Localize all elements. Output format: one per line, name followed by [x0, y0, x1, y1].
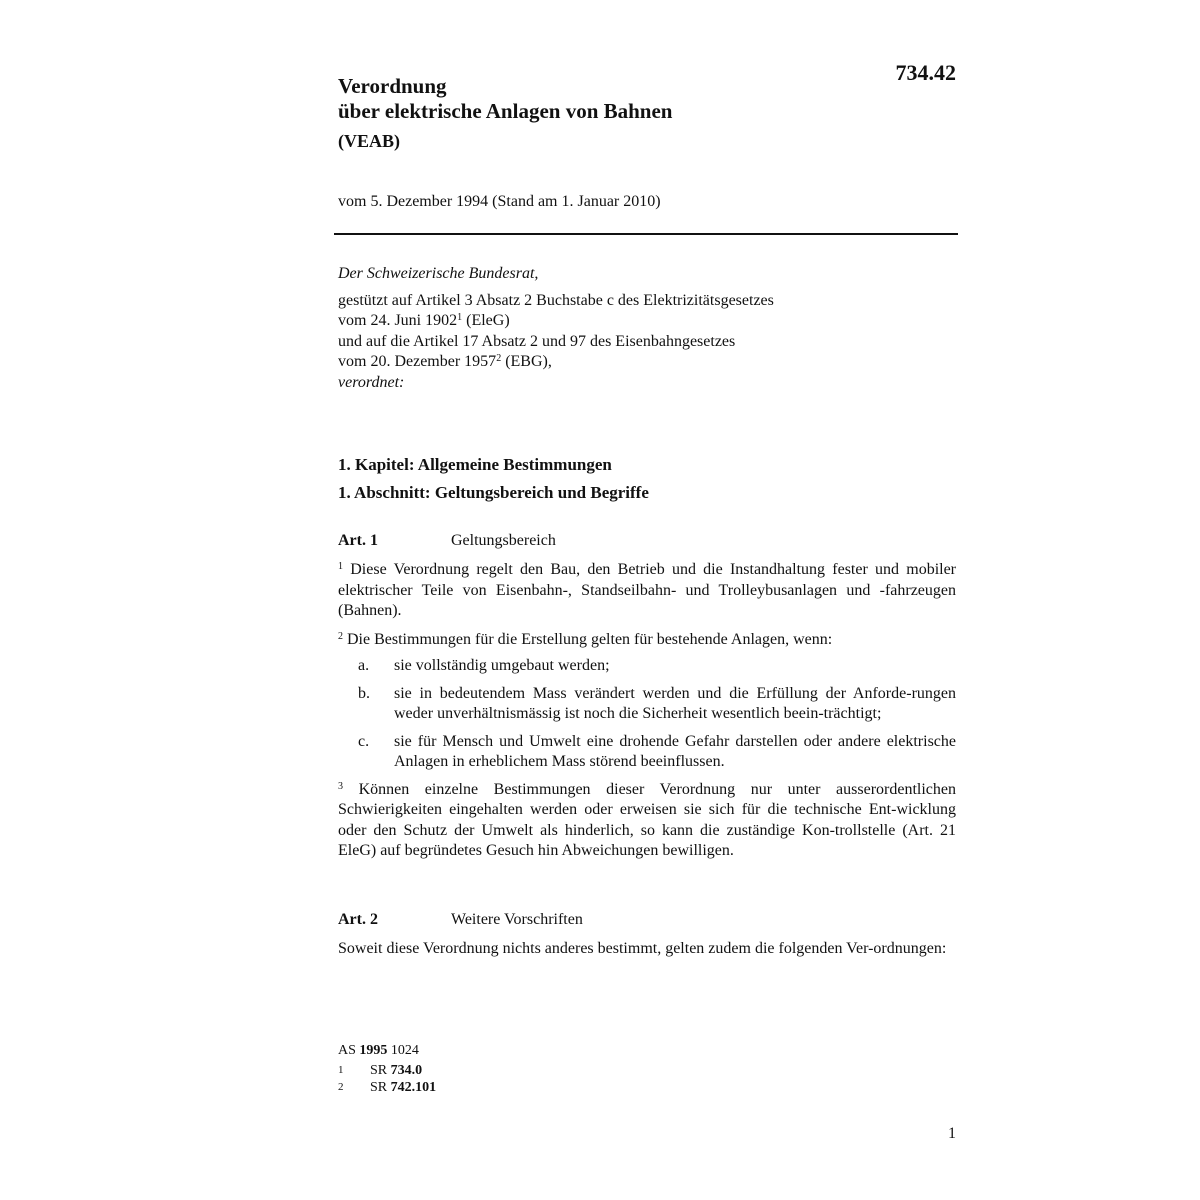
document-date: vom 5. Dezember 1994 (Stand am 1. Januar 2010) — [338, 193, 661, 210]
paragraph-number: 3 — [338, 780, 343, 792]
footnote-prefix: SR — [370, 1080, 391, 1095]
sr-number: 734.42 — [895, 60, 956, 85]
footnote-sr-link[interactable]: 734.0 — [390, 1063, 423, 1078]
article-2-number: Art. 2 — [338, 911, 378, 928]
footnote-text — [370, 1063, 422, 1079]
article-1-heading — [338, 532, 958, 550]
preamble-basis-2b-text: vom 20. Dezember 1957 — [338, 353, 497, 370]
title-line-2: über elektrische Anlagen von Bahnen — [338, 99, 673, 123]
article-2-heading — [338, 911, 958, 929]
preamble-basis-1b-end: (EleG) — [462, 312, 510, 329]
list-item-text: sie vollständig umgebaut werden; — [394, 657, 610, 674]
footnote-ref-1[interactable]: 1 — [457, 312, 463, 323]
list-item-text: sie in bedeutendem Mass verändert werden und die Erfüllung der Anforde-rungen weder unverhältnismässig ist noch die Sicherheit wesentlich beein-trächtigt; — [394, 684, 956, 722]
footnote-number: 2 — [338, 1081, 344, 1093]
title-abbreviation: (VEAB) — [338, 131, 400, 151]
footnote-sr-link[interactable]: 742.101 — [390, 1080, 437, 1095]
list-item-text: sie für Mensch und Umwelt eine drohende Gefahr darstellen oder andere elektrische Anlagen in erheblichem Mass störend beeinflussen. — [394, 732, 956, 770]
list-item-letter: a. — [358, 657, 370, 674]
article-1-paragraph-1 — [338, 560, 956, 622]
article-2-body — [338, 939, 956, 968]
section-heading: 1. Abschnitt: Geltungsbereich und Begriffe — [338, 483, 649, 502]
list-item-letter: c. — [358, 732, 370, 750]
preamble-authority: Der Schweizerische Bundesrat, — [338, 265, 539, 282]
paragraph-text: Die Bestimmungen für die Erstellung gelten für bestehende Anlagen, wenn: — [347, 630, 833, 648]
paragraph-number: 2 — [338, 630, 343, 642]
preamble-decree: verordnet: — [338, 373, 405, 391]
as-prefix: AS — [338, 1043, 360, 1058]
article-1-paragraph-3 — [338, 780, 956, 862]
article-1-body — [338, 560, 956, 870]
article-2-title: Weitere Vorschriften — [451, 911, 583, 928]
as-year: 1995 — [359, 1043, 388, 1058]
list-item-letter: b. — [358, 684, 370, 702]
preamble-basis-1b-text: vom 24. Juni 1902 — [338, 312, 458, 329]
paragraph-text: Können einzelne Bestimmungen dieser Verordnung nur unter ausserordentlichen Schwierigkeiten eingehalten werden oder erweisen sie sich für die technische Ent-wicklung oder den Schutz der Umwelt als hinderlich, so kann die zuständige Kon-trollstelle (Art. 21 EleG) auf begründetes Gesuch hin Abweichungen bewilligen. — [338, 780, 957, 859]
as-page: 1024 — [387, 1043, 419, 1058]
preamble-basis-2b-end: (EBG), — [501, 353, 552, 370]
chapter-heading: 1. Kapitel: Allgemeine Bestimmungen — [338, 455, 612, 474]
official-compilation-ref — [338, 1043, 419, 1059]
article-1-paragraph-2 — [338, 630, 956, 651]
footnote-2 — [338, 1080, 436, 1096]
footnote-prefix: SR — [370, 1063, 391, 1078]
paragraph-text: Diese Verordnung regelt den Bau, den Betrieb und die Instandhaltung fester und mobiler elektrischer Teile von Eisenbahn-, Standseilbahn- und Trolleybusanlagen und -fahrzeugen (Bahnen). — [338, 561, 957, 619]
header-divider — [334, 233, 958, 235]
list-item-b — [338, 684, 956, 725]
footnote-ref-2[interactable]: 2 — [496, 353, 502, 364]
list-item-c — [338, 732, 956, 773]
preamble-basis-1b — [338, 311, 958, 332]
paragraph-number: 1 — [338, 561, 343, 572]
preamble-basis-1a: gestützt auf Artikel 3 Absatz 2 Buchstabe c des Elektrizitätsgesetzes — [338, 291, 774, 309]
article-1-number: Art. 1 — [338, 532, 378, 549]
footnote-1 — [338, 1063, 422, 1079]
title-line-1: Verordnung — [338, 74, 447, 98]
document-title — [338, 74, 672, 158]
footnote-number: 1 — [338, 1064, 344, 1076]
article-1-title: Geltungsbereich — [451, 532, 556, 549]
footnote-text — [370, 1080, 436, 1096]
preamble-basis-2b — [338, 352, 958, 373]
page-number: 1 — [948, 1125, 956, 1142]
preamble-basis-2a: und auf die Artikel 17 Absatz 2 und 97 des Eisenbahngesetzes — [338, 332, 736, 350]
preamble — [338, 264, 958, 393]
list-item-a — [338, 656, 956, 677]
article-2-paragraph-1: Soweit diese Verordnung nichts anderes bestimmt, gelten zudem die folgenden Ver-ordnungen: — [338, 940, 947, 957]
